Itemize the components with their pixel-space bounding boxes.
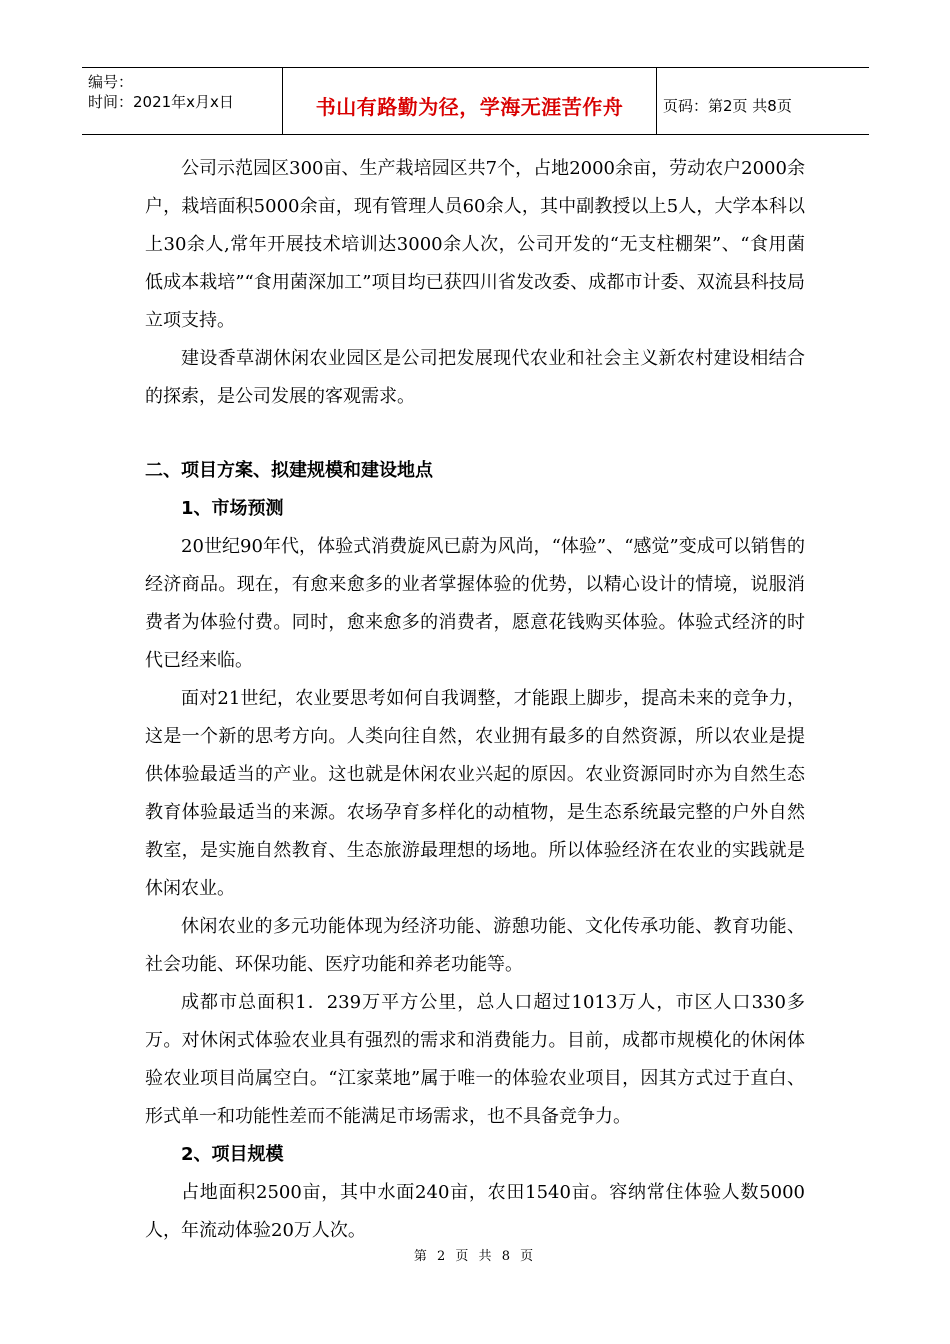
park-purpose-paragraph: 建设香草湖休闲农业园区是公司把发展现代农业和社会主义新农村建设相结合的探索，是公司发展的客观需求。 [145, 348, 805, 407]
header-page-cell [657, 68, 869, 134]
leisure-agriculture-functions-paragraph: 休闲农业的多元功能体现为经济功能、游憩功能、文化传承功能、教育功能、社会功能、环保功能、医疗功能和养老功能等。 [145, 916, 805, 975]
header-meta-cell [82, 68, 283, 134]
experience-economy-paragraph: 20世纪90年代，体验式消费旋风已蔚为风尚，“体验”、“感觉”变成可以销售的经济商品。现在，有愈来愈多的业者掌握体验的优势，以精心设计的情境，说服消费者为体验付费。同时，愈来愈多的消费者，愿意花钱购买体验。体验式经济的时代已经来临。 [145, 536, 805, 671]
document-body [145, 150, 805, 1250]
document-date-label: 时间：2021年x月x日 [88, 93, 234, 111]
subheading-project-scale: 2、项目规模 [181, 1144, 284, 1165]
page-footer: 第 2 页 共 8 页 [413, 1249, 537, 1264]
subheading-market-forecast: 1、市场预测 [181, 498, 284, 519]
company-overview-paragraph: 公司示范园区300亩、生产栽培园区共7个，占地2000余亩，劳动农户2000余户，栽培面积5000余亩，现有管理人员60余人，其中副教授以上5人，大学本科以上30余人,常年开展技术培训达3000余人次，公司开发的“无支柱棚架”、“食用菌低成本栽培”“食用菌深加工”项目均已获四川省发改委、成都市计委、双流县科技局立项支持。 [145, 158, 805, 331]
section-spacer [145, 416, 805, 452]
chengdu-market-paragraph: 成都市总面积1．239万平方公里，总人口超过1013万人，市区人口330多万。对休闲式体验农业具有强烈的需求和消费能力。目前，成都市规模化的休闲体验农业项目尚属空白。“江家菜地”属于唯一的体验农业项目，因其方式过于直白、形式单一和功能性差而不能满足市场需求，也不具备竞争力。 [145, 992, 805, 1127]
section-heading-project-plan: 二、项目方案、拟建规模和建设地点 [145, 460, 433, 481]
agriculture-21st-century-paragraph: 面对21世纪，农业要思考如何自我调整，才能跟上脚步，提高未来的竞争力，这是一个新的思考方向。人类向往自然，农业拥有最多的自然资源，所以农业是提供体验最适当的产业。这也就是休闲农业兴起的原因。农业资源同时亦为自然生态教育体验最适当的来源。农场孕育多样化的动植物，是生态系统最完整的户外自然教室，是实施自然教育、生态旅游最理想的场地。所以体验经济在农业的实践就是休闲农业。 [145, 688, 805, 899]
project-scale-paragraph: 占地面积2500亩，其中水面240亩，农田1540亩。容纳常住体验人数5000人，年流动体验20万人次。 [145, 1182, 805, 1241]
header-page-info: 页码：第2页 共8页 [663, 96, 792, 115]
page-header [82, 67, 869, 135]
document-number-label: 编号： [88, 73, 134, 91]
header-motto-cell [283, 68, 657, 134]
header-motto: 书山有路勤为径，学海无涯苦作舟 [315, 94, 624, 119]
